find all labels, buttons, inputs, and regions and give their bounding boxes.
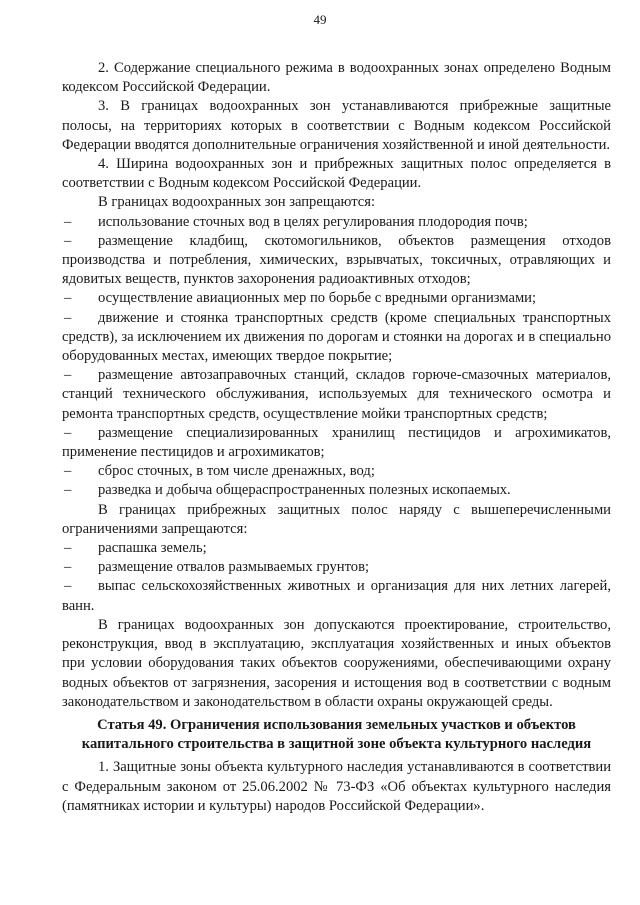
article-paragraph-1: 1. Защитные зоны объекта культурного наследия устанавливаются в соответствии с Федеральным законом от 25.06.2002 № 73-ФЗ «Об объектах культурного наследия (памятниках истории и культуры) народов Российской Федерации». [62,759,611,814]
list-item [62,309,611,367]
dash-bullet [62,366,98,385]
dash-bullet [62,462,98,481]
list-item [62,213,611,232]
dash-bullet [62,539,98,558]
paragraph-3: 3. В границах водоохранных зон устанавливаются прибрежные защитные полосы, на территориях которых в соответствии с Водным кодексом Российской Федерации вводятся дополнительные ограничения хозяйственной и иной деятельности. [62,98,611,153]
coastal-strip-prohibitions-intro: В границах прибрежных защитных полос наряду с вышеперечисленными ограничениями запрещаются: [62,501,611,537]
list-item-text: выпас сельскохозяйственных животных и организация для них летних лагерей, ванн. [62,578,611,614]
list-item-text: распашка земель; [98,540,207,557]
permitted-activities-paragraph: В границах водоохранных зон допускаются проектирование, строительство, реконструкция, ввод в эксплуатацию, эксплуатация хозяйственных и иных объектов при условии оборудования таких объектов сооружениями, обеспечивающими охрану водных объектов от загрязнения, засорения и истощения вод в соответствии с водным законодательством и законодательством в области охраны окружающей среды. [62,616,611,710]
list-item [62,289,611,308]
list-item-text: размещение автозаправочных станций, складов горюче-смазочных материалов, станций технического обслуживания, используемых для технического осмотра и ремонта транспортных средств, осуществление мойки транспортных средств; [62,367,611,422]
list-item-text: сброс сточных, в том числе дренажных, вод; [98,463,375,480]
list-item [62,232,611,290]
dash-bullet [62,289,98,308]
list-item [62,366,611,424]
list-item-text: использование сточных вод в целях регулирования плодородия почв; [98,213,528,230]
document-body [62,59,611,816]
dash-bullet [62,424,98,443]
dash-bullet [62,558,98,577]
list-item-text: осуществление авиационных мер по борьбе с вредными организмами; [98,290,537,307]
article-heading: Статья 49. Ограничения использования земельных участков и объектов капитального строительства в защитной зоне объекта культурного наследия [81,716,592,753]
list-item-text: движение и стоянка транспортных средств (кроме специальных транспортных средств), за исключением их движения по дорогам и стоянки на дорогах и в специально оборудованных местах, имеющих твердое покрытие; [62,309,611,365]
list-item [62,481,611,500]
list-item [62,462,611,481]
list-item-text: размещение кладбищ, скотомогильников, объектов размещения отходов производства и потребления, химических, взрывчатых, токсичных, отравляющих и ядовитых веществ, пунктов захоронения радиоактивных отходов; [62,232,611,288]
dash-bullet [62,309,98,328]
list-item-text: разведка и добыча общераспространенных полезных ископаемых. [98,482,511,499]
list-item-text: размещение отвалов размываемых грунтов; [98,559,370,576]
dash-bullet [62,232,98,251]
paragraph-2: 2. Содержание специального режима в водоохранных зонах определено Водным кодексом Российской Федерации. [62,60,611,96]
list-item [62,424,611,462]
paragraph-4: 4. Ширина водоохранных зон и прибрежных защитных полос определяется в соответствии с Водным кодексом Российской Федерации. [62,156,611,192]
list-item [62,577,611,615]
water-zone-prohibitions-intro: В границах водоохранных зон запрещаются: [98,194,376,211]
list-item [62,558,611,577]
list-item-text: размещение специализированных хранилищ пестицидов и агрохимикатов, применение пестицидов и агрохимикатов; [62,424,611,461]
dash-bullet [62,481,98,500]
dash-bullet [62,213,98,232]
page-number: 49 [313,12,327,27]
list-item [62,539,611,558]
dash-bullet [62,577,98,596]
